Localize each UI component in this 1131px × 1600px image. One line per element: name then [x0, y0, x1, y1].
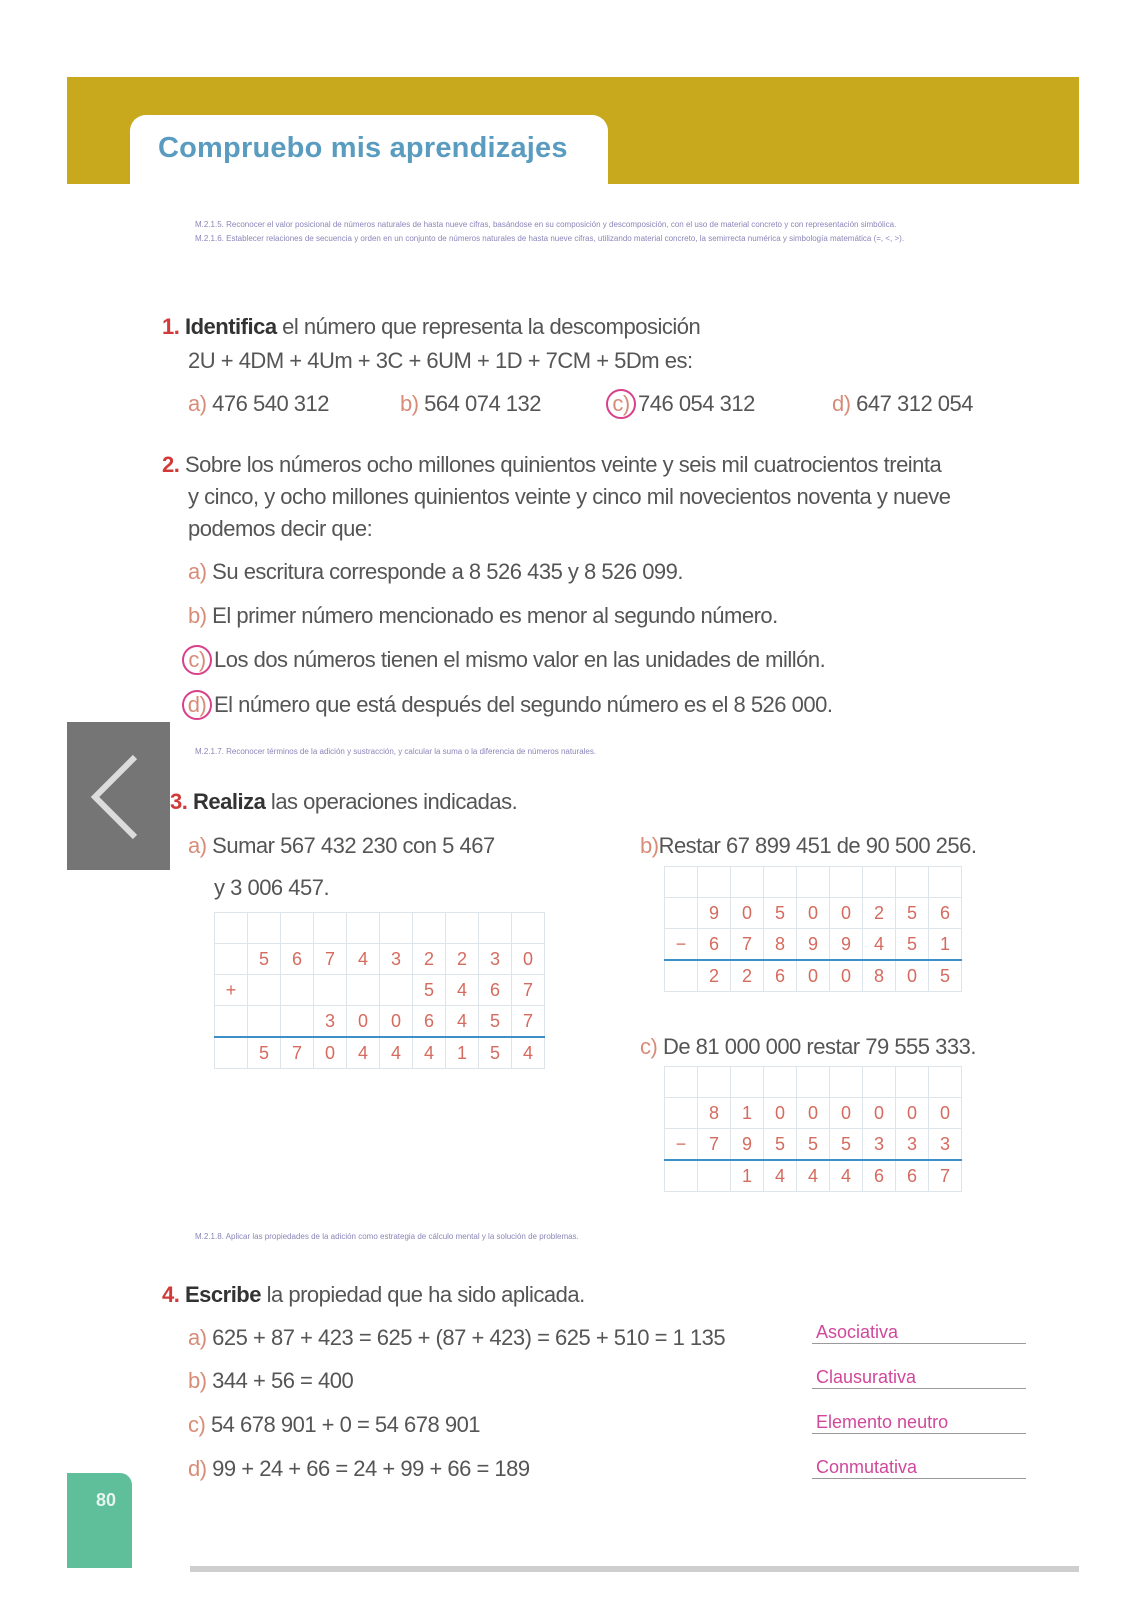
grid-cell [215, 913, 248, 944]
grid-cell: 5 [248, 944, 281, 975]
page-number: 80 [96, 1490, 117, 1510]
grid-cell [863, 867, 896, 898]
grid-cell [281, 1006, 314, 1038]
grid-cell: 6 [413, 1006, 446, 1038]
grid-cell [665, 867, 698, 898]
grid-cell: 0 [863, 1098, 896, 1129]
grid-cell [731, 867, 764, 898]
question-number: 1. [162, 314, 180, 339]
answer-field-a[interactable]: Asociativa [812, 1322, 1026, 1344]
grid-cell: 0 [797, 1098, 830, 1129]
grid-cell: 7 [698, 1129, 731, 1161]
option-text: El primer número mencionado es menor al segundo número. [206, 603, 778, 628]
grid-cell: 0 [797, 898, 830, 929]
grid-row [665, 1098, 962, 1129]
grid-cell: 3 [380, 944, 413, 975]
grid-cell [248, 913, 281, 944]
grid-row [215, 1037, 545, 1069]
question-4 [162, 1282, 585, 1308]
grid-cell: + [215, 975, 248, 1006]
grid-cell: 7 [512, 1006, 545, 1038]
option-text: De 81 000 000 restar 79 555 333. [657, 1034, 976, 1059]
grid-row [215, 944, 545, 975]
question-text: la propiedad que ha sido aplicada. [260, 1282, 585, 1307]
grid-cell [446, 913, 479, 944]
answer-field-d[interactable]: Conmutativa [812, 1457, 1026, 1479]
q3-part-c [640, 1034, 976, 1060]
sum-grid-a [214, 912, 545, 1069]
question-2 [162, 452, 941, 478]
grid-cell: − [665, 929, 698, 961]
grid-cell [731, 1067, 764, 1098]
criteria-block-3: M.2.1.8. Aplicar las propiedades de la adición como estrategia de cálculo mental y la solución de problemas. [195, 1232, 579, 1241]
grid-cell: 4 [764, 1160, 797, 1192]
answer-field-c[interactable]: Elemento neutro [812, 1412, 1026, 1434]
grid-cell: 5 [896, 929, 929, 961]
option-text: 99 + 24 + 66 = 24 + 99 + 66 = 189 [206, 1456, 530, 1481]
question-verb: Escribe [184, 1282, 261, 1307]
grid-cell: 0 [512, 944, 545, 975]
grid-cell: 7 [731, 929, 764, 961]
grid-cell: 2 [863, 898, 896, 929]
grid-cell [929, 1067, 962, 1098]
grid-cell: 3 [896, 1129, 929, 1161]
grid-cell: 6 [281, 944, 314, 975]
q2-option-d[interactable] [188, 690, 832, 720]
question-2-line-3: podemos decir que: [188, 516, 373, 541]
circled-option-letter: d) [182, 690, 212, 720]
option-letter: c) [640, 1034, 658, 1059]
q4-item-a [188, 1325, 725, 1351]
grid-cell: 2 [446, 944, 479, 975]
grid-cell [896, 1067, 929, 1098]
grid-cell: 5 [797, 1129, 830, 1161]
grid-cell: 4 [347, 944, 380, 975]
option-letter: a) [188, 833, 207, 858]
grid-cell: 3 [929, 1129, 962, 1161]
grid-cell: 2 [698, 960, 731, 992]
grid-cell: 5 [413, 975, 446, 1006]
grid-cell [380, 975, 413, 1006]
page-title: Compruebo mis aprendizajes [158, 132, 568, 164]
grid-cell: 4 [863, 929, 896, 961]
grid-cell: 4 [380, 1037, 413, 1069]
grid-cell: 0 [896, 960, 929, 992]
grid-cell [314, 913, 347, 944]
grid-cell: 7 [281, 1037, 314, 1069]
grid-cell [512, 913, 545, 944]
grid-cell [215, 1006, 248, 1038]
grid-cell: 7 [512, 975, 545, 1006]
option-text: Su escritura corresponde a 8 526 435 y 8 526 099. [206, 559, 684, 584]
grid-cell [281, 913, 314, 944]
grid-cell [665, 1160, 698, 1192]
option-text: Los dos números tienen el mismo valor en las unidades de millón. [214, 647, 826, 672]
grid-cell: 5 [764, 898, 797, 929]
grid-cell [830, 1067, 863, 1098]
grid-row [665, 898, 962, 929]
grid-cell: 3 [863, 1129, 896, 1161]
grid-row [215, 975, 545, 1006]
option-text: 625 + 87 + 423 = 625 + (87 + 423) = 625 + 510 = 1 135 [206, 1325, 726, 1350]
grid-cell [929, 867, 962, 898]
grid-cell: 0 [347, 1006, 380, 1038]
question-number: 2. [162, 452, 180, 477]
grid-cell: 9 [698, 898, 731, 929]
q1-option-b[interactable] [400, 391, 541, 417]
grid-cell: 0 [764, 1098, 797, 1129]
grid-cell: 8 [698, 1098, 731, 1129]
option-letter: d) [188, 1456, 207, 1481]
grid-cell: 7 [314, 944, 347, 975]
q1-option-a[interactable] [188, 391, 329, 417]
option-text: 476 540 312 [206, 391, 330, 416]
option-letter: a) [188, 559, 207, 584]
option-letter: a) [188, 391, 207, 416]
q3-part-b [640, 833, 977, 859]
grid-cell: 6 [929, 898, 962, 929]
subtraction-grid-b [664, 866, 962, 992]
grid-row [665, 1160, 962, 1192]
grid-cell: 4 [446, 1006, 479, 1038]
grid-cell [347, 975, 380, 1006]
grid-cell: 2 [731, 960, 764, 992]
grid-cell [248, 1006, 281, 1038]
option-letter: a) [188, 1325, 207, 1350]
question-3 [170, 789, 517, 815]
question-number: 4. [162, 1282, 180, 1307]
q4-item-c [188, 1412, 480, 1438]
grid-cell [764, 1067, 797, 1098]
grid-cell: 1 [731, 1098, 764, 1129]
circled-option-letter: c) [182, 645, 212, 675]
grid-cell: 0 [896, 1098, 929, 1129]
grid-cell: 4 [830, 1160, 863, 1192]
option-text: Sumar 567 432 230 con 5 467 [206, 833, 495, 858]
question-verb: Realiza [192, 789, 266, 814]
question-text: las operaciones indicadas. [265, 789, 518, 814]
grid-cell: 0 [830, 960, 863, 992]
subtraction-grid-c [664, 1066, 962, 1192]
option-letter: b) [188, 603, 207, 628]
grid-cell [698, 1160, 731, 1192]
grid-cell: 2 [413, 944, 446, 975]
grid-cell: 4 [797, 1160, 830, 1192]
option-text: El número que está después del segundo número es el 8 526 000. [214, 692, 833, 717]
grid-cell: 0 [731, 898, 764, 929]
grid-cell: 0 [797, 960, 830, 992]
answer-field-b[interactable]: Clausurativa [812, 1367, 1026, 1389]
grid-cell: 3 [314, 1006, 347, 1038]
criteria-block-2: M.2.1.7. Reconocer términos de la adición y sustracción, y calcular la suma o la diferencia de números naturales. [195, 747, 597, 756]
grid-cell: 8 [764, 929, 797, 961]
grid-cell [314, 975, 347, 1006]
option-text: 746 054 312 [638, 391, 755, 416]
grid-cell [248, 975, 281, 1006]
q2-option-a[interactable] [188, 559, 683, 585]
grid-cell [215, 1037, 248, 1069]
grid-row [215, 913, 545, 944]
q2-option-b[interactable] [188, 603, 778, 629]
grid-cell: 5 [830, 1129, 863, 1161]
question-2-line-2: y cinco, y ocho millones quinientos veinte y cinco mil novecientos noventa y nueve [188, 484, 951, 509]
q1-option-c[interactable] [612, 389, 755, 419]
grid-cell [764, 867, 797, 898]
grid-cell [347, 913, 380, 944]
grid-cell: 0 [380, 1006, 413, 1038]
option-text: 54 678 901 + 0 = 54 678 901 [205, 1412, 481, 1437]
grid-cell: 4 [446, 975, 479, 1006]
q3-part-a [188, 833, 495, 859]
grid-cell: 7 [929, 1160, 962, 1192]
grid-cell: 4 [347, 1037, 380, 1069]
option-letter: c) [188, 1412, 206, 1437]
grid-cell [863, 1067, 896, 1098]
option-letter: b) [188, 1368, 207, 1393]
grid-cell: 1 [731, 1160, 764, 1192]
option-text: Restar 67 899 451 de 90 500 256. [658, 833, 977, 858]
grid-cell: 5 [896, 898, 929, 929]
question-text: Sobre los números ocho millones quinientos veinte y seis mil cuatrocientos treinta [184, 452, 942, 477]
grid-cell: 5 [248, 1037, 281, 1069]
page-corner-tab [67, 1473, 132, 1568]
grid-cell: 5 [764, 1129, 797, 1161]
grid-cell: 9 [797, 929, 830, 961]
grid-cell: 5 [929, 960, 962, 992]
grid-row [665, 960, 962, 992]
bottom-divider [190, 1566, 1079, 1572]
criteria-text: M.2.1.5. Reconocer el valor posicional de números naturales de hasta nueve cifras, basándose en su composición y descomposición, con el uso de material concreto y con representación simbólica. [195, 220, 897, 229]
grid-cell: 6 [764, 960, 797, 992]
circled-option-letter: c) [606, 389, 636, 419]
grid-cell: 0 [929, 1098, 962, 1129]
grid-cell [281, 975, 314, 1006]
grid-cell [665, 1098, 698, 1129]
grid-cell [215, 944, 248, 975]
grid-cell: 6 [896, 1160, 929, 1192]
question-number: 3. [170, 789, 188, 814]
grid-cell: 4 [413, 1037, 446, 1069]
grid-cell [830, 867, 863, 898]
grid-cell: − [665, 1129, 698, 1161]
grid-cell [665, 1067, 698, 1098]
page-sheet [67, 77, 1079, 1577]
grid-cell [665, 898, 698, 929]
q2-option-c[interactable] [188, 645, 825, 675]
grid-cell: 5 [479, 1037, 512, 1069]
grid-row [665, 867, 962, 898]
question-1 [162, 314, 700, 340]
grid-cell [698, 1067, 731, 1098]
grid-row [665, 929, 962, 961]
grid-cell [896, 867, 929, 898]
grid-cell: 6 [479, 975, 512, 1006]
question-verb: Identifica [184, 314, 277, 339]
grid-cell: 0 [314, 1037, 347, 1069]
option-text: 344 + 56 = 400 [206, 1368, 354, 1393]
grid-cell: 3 [479, 944, 512, 975]
grid-cell [380, 913, 413, 944]
grid-row [665, 1129, 962, 1161]
grid-cell: 0 [830, 898, 863, 929]
grid-cell: 0 [830, 1098, 863, 1129]
question-1-expression: 2U + 4DM + 4Um + 3C + 6UM + 1D + 7CM + 5Dm es: [188, 348, 693, 373]
question-text: el número que representa la descomposición [276, 314, 701, 339]
option-letter: b) [400, 391, 419, 416]
grid-cell: 6 [863, 1160, 896, 1192]
criteria-block-1 [195, 218, 995, 246]
grid-cell [479, 913, 512, 944]
q4-item-b [188, 1368, 353, 1394]
grid-cell: 1 [446, 1037, 479, 1069]
grid-cell: 5 [479, 1006, 512, 1038]
grid-cell [797, 1067, 830, 1098]
chevron-left-icon [85, 752, 145, 842]
previous-page-button[interactable] [67, 722, 170, 870]
grid-cell [698, 867, 731, 898]
criteria-text: M.2.1.6. Establecer relaciones de secuencia y orden en un conjunto de números naturales de hasta nueve cifras, utilizando material concreto, la semirrecta numérica y simbología matemática (=, <, >). [195, 234, 905, 243]
grid-cell: 9 [830, 929, 863, 961]
option-letter: d) [832, 391, 851, 416]
option-text: 564 074 132 [418, 391, 542, 416]
grid-cell: 9 [731, 1129, 764, 1161]
grid-cell: 4 [512, 1037, 545, 1069]
q4-item-d [188, 1456, 530, 1482]
grid-cell: 8 [863, 960, 896, 992]
grid-row [215, 1006, 545, 1038]
q1-option-d[interactable] [832, 391, 973, 417]
grid-cell: 6 [698, 929, 731, 961]
grid-cell: 1 [929, 929, 962, 961]
option-letter: b) [640, 833, 659, 858]
grid-cell [797, 867, 830, 898]
q3-part-a-line-2: y 3 006 457. [214, 875, 330, 900]
grid-row [665, 1067, 962, 1098]
grid-cell [413, 913, 446, 944]
option-text: 647 312 054 [850, 391, 974, 416]
grid-cell [665, 960, 698, 992]
